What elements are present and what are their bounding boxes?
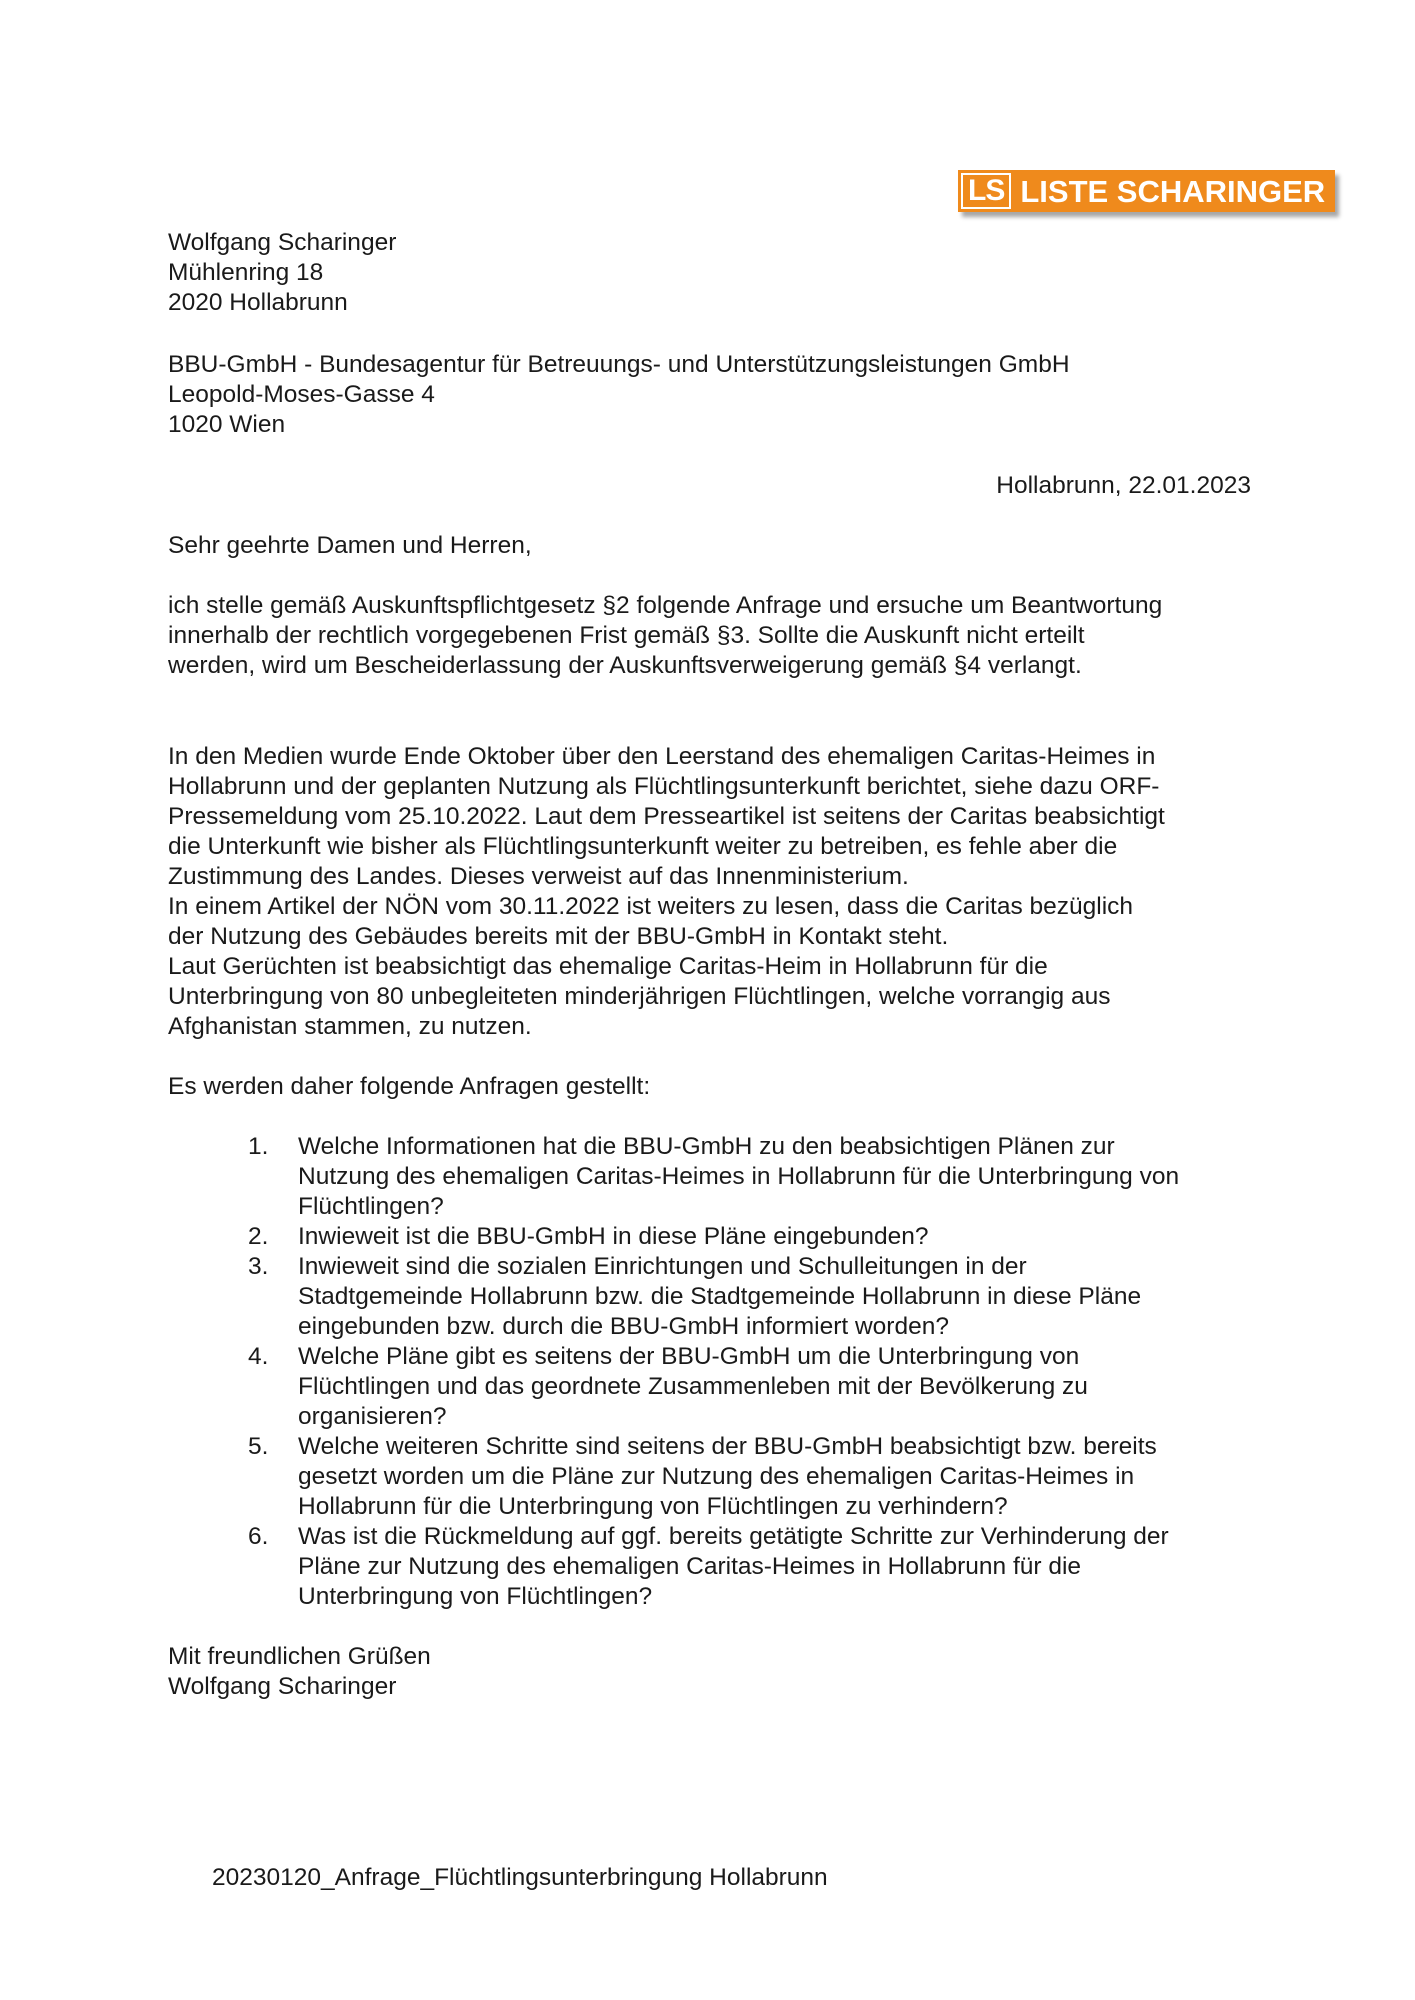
body-line: Afghanistan stammen, zu nutzen.	[168, 1013, 532, 1040]
question-number: 3.	[248, 1253, 269, 1280]
question-line: Welche Informationen hat die BBU-GmbH zu den beabsichtigen Plänen zur	[298, 1133, 1115, 1160]
question-line: eingebunden bzw. durch die BBU-GmbH informiert worden?	[298, 1313, 949, 1340]
question-line: gesetzt worden um die Pläne zur Nutzung des ehemaligen Caritas-Heimes in	[298, 1463, 1135, 1490]
body-line: Zustimmung des Landes. Dieses verweist auf das Innenministerium.	[168, 863, 909, 890]
question-item	[248, 1342, 1179, 1432]
question-number: 5.	[248, 1433, 269, 1460]
body-line: Hollabrunn und der geplanten Nutzung als Flüchtlingsunterkunft berichtet, siehe dazu ORF-	[168, 773, 1160, 800]
questions-intro: Es werden daher folgende Anfragen gestellt:	[168, 1073, 651, 1100]
question-line: Stadtgemeinde Hollabrunn bzw. die Stadtgemeinde Hollabrunn in diese Pläne	[298, 1283, 1142, 1310]
body-line: Unterbringung von 80 unbegleiteten minderjährigen Flüchtlingen, welche vorrangig aus	[168, 983, 1111, 1010]
sender-street: Mühlenring 18	[168, 259, 324, 286]
question-line: Flüchtlingen?	[298, 1193, 444, 1220]
questions-list	[248, 1132, 1179, 1612]
logo-text: LISTE SCHARINGER	[1020, 173, 1326, 209]
body-line: der Nutzung des Gebäudes bereits mit der BBU-GmbH in Kontakt steht.	[168, 923, 949, 950]
sender-city: 2020 Hollabrunn	[168, 289, 348, 316]
question-line: Flüchtlingen und das geordnete Zusammenleben mit der Bevölkerung zu	[298, 1373, 1088, 1400]
question-line: Welche weiteren Schritte sind seitens der BBU-GmbH beabsichtigt bzw. bereits	[298, 1433, 1157, 1460]
recipient-street: Leopold-Moses-Gasse 4	[168, 381, 435, 408]
body-line: Pressemeldung vom 25.10.2022. Laut dem Presseartikel ist seitens der Caritas beabsichtigt	[168, 803, 1165, 830]
intro-line: ich stelle gemäß Auskunftspflichtgesetz §2 folgende Anfrage und ersuche um Beantwortung	[168, 592, 1163, 619]
question-item	[248, 1222, 1179, 1252]
question-line: Welche Pläne gibt es seitens der BBU-GmbH um die Unterbringung von	[298, 1343, 1080, 1370]
question-line: Nutzung des ehemaligen Caritas-Heimes in Hollabrunn für die Unterbringung von	[298, 1163, 1180, 1190]
question-item	[248, 1252, 1179, 1342]
body-line: In einem Artikel der NÖN vom 30.11.2022 ist weiters zu lesen, dass die Caritas bezüglich	[168, 893, 1134, 920]
question-number: 4.	[248, 1343, 269, 1370]
recipient-address	[168, 350, 1070, 440]
question-number: 2.	[248, 1223, 269, 1250]
body-line: die Unterkunft wie bisher als Flüchtlingsunterkunft weiter zu betreiben, es fehle aber die	[168, 833, 1118, 860]
question-line: Was ist die Rückmeldung auf ggf. bereits getätigte Schritte zur Verhinderung der	[298, 1523, 1169, 1550]
question-line: Pläne zur Nutzung des ehemaligen Caritas-Heimes in Hollabrunn für die	[298, 1553, 1082, 1580]
body-line: Laut Gerüchten ist beabsichtigt das ehemalige Caritas-Heim in Hollabrunn für die	[168, 953, 1048, 980]
body-paragraph	[168, 742, 1165, 1042]
liste-scharinger-logo	[958, 170, 1335, 212]
sender-name: Wolfgang Scharinger	[168, 229, 397, 256]
closing-signature: Wolfgang Scharinger	[168, 1673, 397, 1700]
intro-paragraph	[168, 591, 1162, 681]
body-line: In den Medien wurde Ende Oktober über den Leerstand des ehemaligen Caritas-Heimes in	[168, 743, 1156, 770]
question-line: organisieren?	[298, 1403, 447, 1430]
question-line: Inwieweit sind die sozialen Einrichtungen und Schulleitungen in der	[298, 1253, 1027, 1280]
letter-date: Hollabrunn, 22.01.2023	[996, 472, 1251, 499]
question-line: Unterbringung von Flüchtlingen?	[298, 1583, 653, 1610]
question-item	[248, 1522, 1179, 1612]
recipient-name: BBU-GmbH - Bundesagentur für Betreuungs- und Unterstützungsleistungen GmbH	[168, 351, 1070, 378]
recipient-city: 1020 Wien	[168, 411, 286, 438]
intro-line: werden, wird um Bescheiderlassung der Auskunftsverweigerung gemäß §4 verlangt.	[168, 652, 1082, 679]
question-number: 6.	[248, 1523, 269, 1550]
question-number: 1.	[248, 1133, 269, 1160]
salutation: Sehr geehrte Damen und Herren,	[168, 532, 532, 559]
document-footer-filename: 20230120_Anfrage_Flüchtlingsunterbringung Hollabrunn	[212, 1864, 828, 1891]
question-item	[248, 1432, 1179, 1522]
logo-mark: LS	[961, 173, 1011, 209]
closing	[168, 1642, 431, 1702]
question-line: Hollabrunn für die Unterbringung von Flüchtlingen zu verhindern?	[298, 1493, 1008, 1520]
closing-greeting: Mit freundlichen Grüßen	[168, 1643, 431, 1670]
question-line: Inwieweit ist die BBU-GmbH in diese Pläne eingebunden?	[298, 1223, 929, 1250]
question-item	[248, 1132, 1179, 1222]
intro-line: innerhalb der rechtlich vorgegebenen Frist gemäß §3. Sollte die Auskunft nicht erteilt	[168, 622, 1085, 649]
sender-address	[168, 228, 396, 318]
